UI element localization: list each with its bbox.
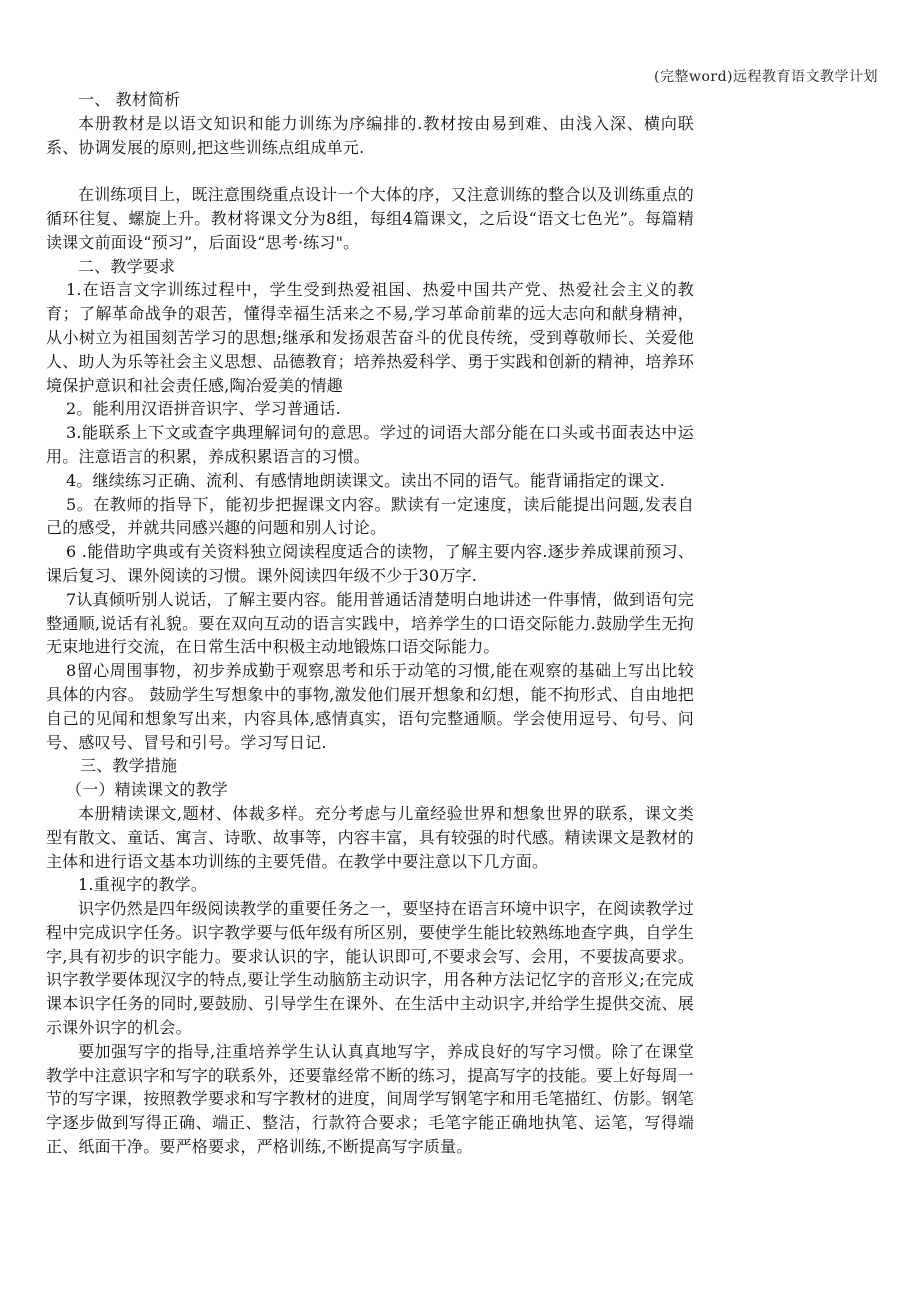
blank-line xyxy=(46,159,694,183)
requirement-item: 5。在教师的指导下，能初步把握课文内容。默读有一定速度，读后能提出问题,发表自己的感受，并就共同感兴趣的问题和别人讨论。 xyxy=(46,494,694,538)
section-heading-2: 二、教学要求 xyxy=(78,256,176,276)
paragraph: 本册精读课文,题材、体裁多样。充分考虑与儿童经验世界和想象世界的联系，课文类型有散文、童话、寓言、诗歌、故事等，内容丰富，具有较强的时代感。精读课文是教材的主体和进行语文基本功训练的主要凭借。在教学中要注意以下几方面。 xyxy=(46,803,695,871)
section-heading-3: 三、教学措施 xyxy=(80,756,178,776)
requirement-item: 3.能联系上下文或查字典理解词句的意思。学过的词语大部分能在口头或书面表达中运用。注意语言的积累，养成积累语言的习惯。 xyxy=(46,423,694,466)
requirement-item: 8留心周围事物，初步养成勤于观察思考和乐于动笔的习惯,能在观察的基础上写出比较具体的内容。 鼓励学生写想象中的事物,激发他们展开想象和幻想，能不拘形式、自由地把自己的见闻和想象写出来，内容具体,感情真实，语句完整通顺。学会使用逗号、句号、问号、感叹号、冒号和引号。学习写日记. xyxy=(46,661,694,752)
page-header: (完整word)远程教育语文教学计划 xyxy=(654,69,878,85)
paragraph: 1.重视字的教学。 xyxy=(78,875,208,895)
paragraph: 要加强写字的指导,注重培养学生认认真真地写字，养成良好的写字习惯。除了在课堂教学中注意识字和写字的联系外，还要靠经常不断的练习，提高写字的技能。要上好每周一节的写字课，按照教学要求和写字教材的进度，间周学写钢笔字和用毛笔描红、仿影。钢笔字逐步做到写得正确、端正、整洁，行款符合要求；毛笔字能正确地执笔、运笔，写得端正、纸面干净。要严格要求，严格训练,不断提高写字质量。 xyxy=(46,1041,695,1157)
requirement-item: 6 .能借助字典或有关资料独立阅读程度适合的读物，了解主要内容.逐步养成课前预习、课后复习、课外阅读的习惯。课外阅读四年级不少于30万字. xyxy=(46,542,694,585)
requirement-item: 1.在语言文字训练过程中，学生受到热爱祖国、热爱中国共产党、热爱社会主义的教育；了解革命战争的艰苦，懂得幸福生活来之不易,学习革命前辈的远大志向和献身精神，从小树立为祖国刻苦学习的思想;继承和发扬艰苦奋斗的优良传统，受到尊敬师长、关爱他人、助人为乐等社会主义思想、品德教育；培养热爱科学、勇于实践和创新的精神，培养环境保护意识和社会责任感,陶冶爱美的情趣 xyxy=(46,280,695,395)
requirement-item: 7认真倾听别人说话，了解主要内容。能用普通话清楚明白地讲述一件事情，做到语句完整通顺,说话有礼貌。要在双向互动的语言实践中，培养学生的口语交际能力.鼓励学生无拘无束地进行交流，在日常生活中积极主动地锻炼口语交际能力。 xyxy=(46,589,694,657)
section-heading-1: 一、 教材简析 xyxy=(78,90,181,109)
paragraph: 在训练项目上，既注意围绕重点设计一个大体的序，又注意训练的整合以及训练重点的循环往复、螺旋上升。教材将课文分为8组，每组4篇课文，之后设“语文七色光”。每篇精读课文前面设“预习”，后面设“思考·练习"。 xyxy=(46,185,694,252)
requirement-item: 2。能利用汉语拼音识字、学习普通话. xyxy=(66,399,341,419)
subsection-heading: （一）精读课文的教学 xyxy=(66,780,229,800)
requirement-item: 4。继续练习正确、流利、有感情地朗读课文。读出不同的语气。能背诵指定的课文. xyxy=(66,470,665,490)
document-body xyxy=(46,88,694,1159)
paragraph: 本册教材是以语文知识和能力训练为序编排的.教材按由易到难、由浅入深、横向联系、协调发展的原则,把这些训练点组成单元. xyxy=(46,113,694,157)
paragraph: 识字仍然是四年级阅读教学的重要任务之一，要坚持在语言环境中识字，在阅读教学过程中完成识字任务。识字教学要与低年级有所区别，要使学生能比较熟练地查字典，自学生字,具有初步的识字能力。要求认识的字，能认识即可,不要求会写、会用，不要拔高要求。识字教学要体现汉字的特点,要让学生动脑筋主动识字，用各种方法记忆字的音形义;在完成课本识字任务的同时,要鼓励、引导学生在课外、在生活中主动识字,并给学生提供交流、展示课外识字的机会。 xyxy=(46,899,695,1038)
